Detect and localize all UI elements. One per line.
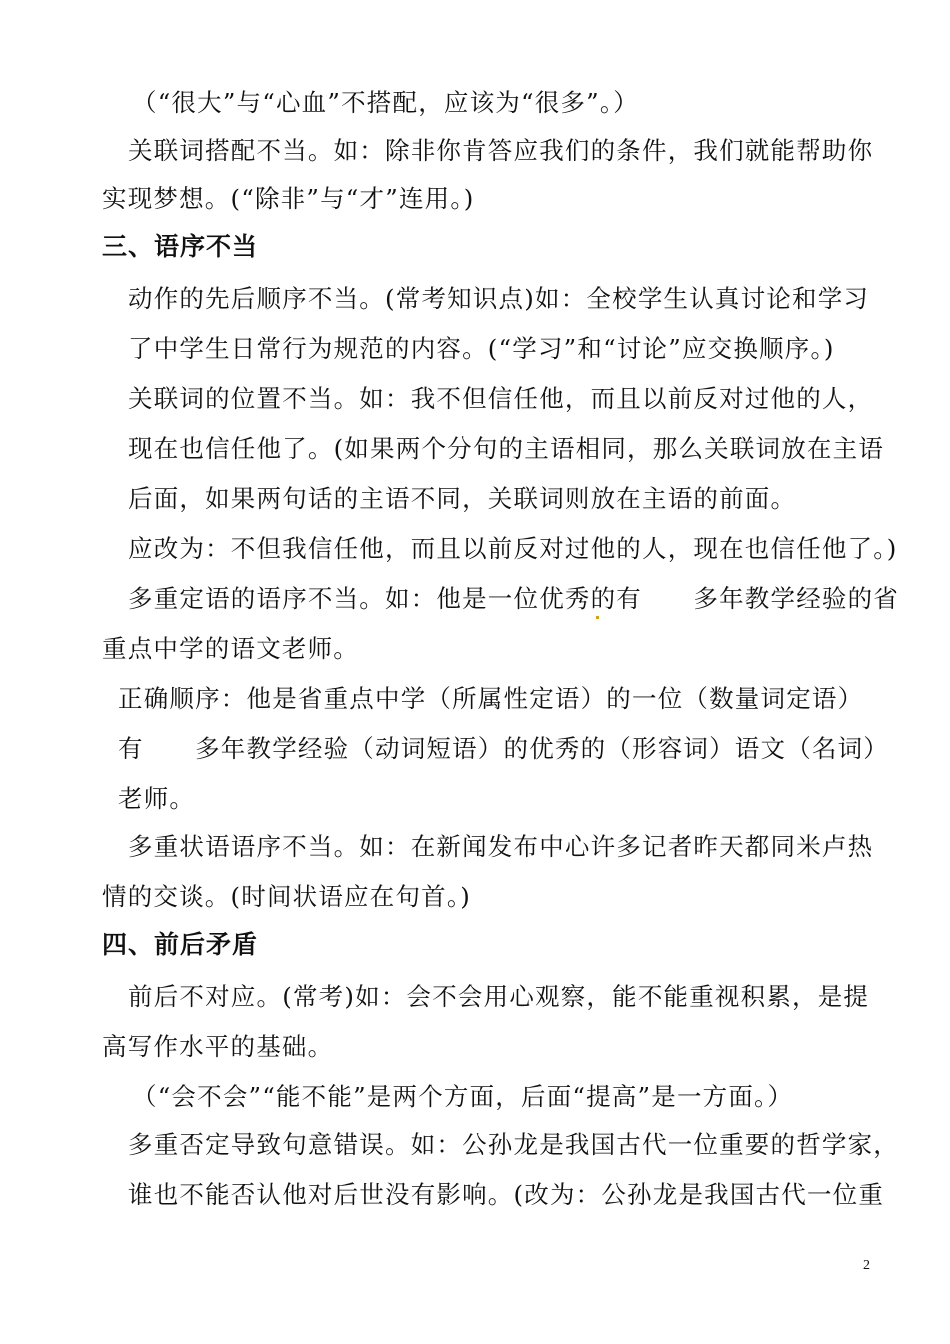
- section-heading-3: 三、语序不当: [102, 232, 259, 261]
- text-line-10: 多重定语的语序不当。如：他是一位优秀的有 多年教学经验的省: [128, 584, 899, 613]
- text-line-12: 正确顺序：他是省重点中学（所属性定语）的一位（数量词定语）: [118, 684, 864, 713]
- text-line-6: 关联词的位置不当。如：我不但信任他，而且以前反对过他的人，: [128, 384, 874, 413]
- text-line-18: 高写作水平的基础。: [102, 1032, 334, 1061]
- text-line-15: 多重状语语序不当。如：在新闻发布中心许多记者昨天都同米卢热: [128, 832, 874, 861]
- text-line-20: 多重否定导致句意错误。如：公孙龙是我国古代一位重要的哲学家，: [128, 1130, 899, 1159]
- text-line-9: 应改为：不但我信任他，而且以前反对过他的人，现在也信任他了。): [128, 534, 898, 563]
- text-marker: [596, 616, 599, 619]
- text-line-4: 动作的先后顺序不当。(常考知识点)如：全校学生认真讨论和学习: [128, 284, 870, 313]
- text-line-3: 实现梦想。(“除非”与“才”连用。): [102, 184, 475, 213]
- text-line-13: 有 多年教学经验（动词短语）的优秀的（形容词）语文（名词）: [118, 734, 889, 763]
- text-line-21: 谁也不能否认他对后世没有影响。(改为：公孙龙是我国古代一位重: [128, 1180, 885, 1209]
- text-line-1: （“很大”与“心血”不搭配，应该为“很多”。）: [132, 88, 639, 117]
- text-line-19: （“会不会”“能不能”是两个方面，后面“提高”是一方面。）: [132, 1082, 794, 1111]
- text-line-2: 关联词搭配不当。如：除非你肯答应我们的条件，我们就能帮助你: [128, 136, 874, 165]
- text-line-16: 情的交谈。(时间状语应在句首。): [102, 882, 472, 911]
- text-line-14: 老师。: [118, 784, 196, 813]
- text-line-11: 重点中学的语文老师。: [102, 634, 359, 663]
- text-line-17: 前后不对应。(常考)如：会不会用心观察，能不能重视积累，是提: [128, 982, 870, 1011]
- text-line-5: 了中学生日常行为规范的内容。(“学习”和“讨论”应交换顺序。): [128, 334, 835, 363]
- section-heading-4: 四、前后矛盾: [102, 930, 259, 959]
- text-line-7: 现在也信任他了。(如果两个分句的主语相同，那么关联词放在主语: [128, 434, 885, 463]
- page-number: 2: [863, 1258, 870, 1273]
- text-line-8: 后面，如果两句话的主语不同，关联词则放在主语的前面。: [128, 484, 797, 513]
